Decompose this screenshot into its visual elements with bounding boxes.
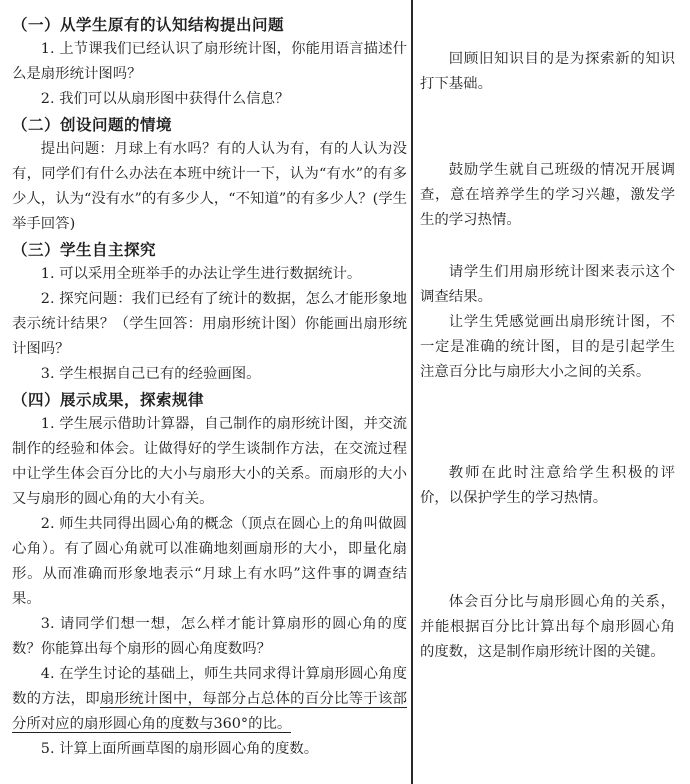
section-4-item-3: 3. 请同学们想一想，怎么样才能计算扇形的圆心角的度数？你能算出每个扇形的圆心角度数吗？ xyxy=(12,616,407,657)
column-divider xyxy=(411,0,413,784)
section-3-item-3: 3. 学生根据自己已有的经验画图。 xyxy=(40,366,261,382)
section-4-item-4-text: 4. 在学生讨论的基础上，师生共同求得计算扇形圆心角度数的方法，即 xyxy=(12,666,407,707)
design-note-1: 回顾旧知识目的是为探索新的知识打下基础。 xyxy=(420,51,675,92)
design-note-3b: 让学生凭感觉画出扇形统计图，不一定是准确的统计图，目的是引起学生注意百分比与扇形大小之间的关系。 xyxy=(420,314,675,380)
section-3-item-1: 1. 可以采用全班举手的办法让学生进行数据统计。 xyxy=(40,266,362,282)
section-2-paragraph: 提出问题：月球上有水吗？有的人认为有，有的人认为没有，同学们有什么办法在本班中统计一下，认为“有水”的有多少人，认为“没有水”的有多少人，“不知道”的有多少人？(学生举手回答) xyxy=(12,141,407,232)
design-note-3 xyxy=(420,260,675,385)
section-4-item-4 xyxy=(12,662,407,737)
section-heading-2: （二）创设问题的情境 xyxy=(12,115,173,134)
design-note-3a: 请学生们用扇形统计图来表示这个调查结果。 xyxy=(420,264,675,305)
design-note-5: 体会百分比与扇形圆心角的关系，并能根据百分比计算出每个扇形圆心角的度数，这是制作扇形统计图的关键。 xyxy=(420,594,675,660)
section-heading-4: （四）展示成果，探索规律 xyxy=(12,390,205,409)
section-heading-1: （一）从学生原有的认知结构提出问题 xyxy=(12,15,285,34)
section-3-item-2: 2. 探究问题：我们已经有了统计的数据，怎么才能形象地表示统计结果？（学生回答：用扇形统计图）你能画出扇形统计图吗？ xyxy=(12,291,407,357)
design-note-2: 鼓励学生就自己班级的情况开展调查，意在培养学生的学习兴趣，激发学生的学习热情。 xyxy=(420,162,675,228)
section-4-item-5: 5. 计算上面所画草图的扇形圆心角的度数。 xyxy=(40,741,319,757)
section-heading-3: （三）学生自主探究 xyxy=(12,240,157,259)
design-note-4: 教师在此时注意给学生积极的评价，以保护学生的学习热情。 xyxy=(420,465,675,506)
section-1-item-1: 1. 上节课我们已经认识了扇形统计图，你能用语言描述什么是扇形统计图吗？ xyxy=(12,41,407,82)
key-rule-underlined: 扇形统计图中，每部分占总体的百分比等于该部分所对应的扇形圆心角的度数与360°的比。 xyxy=(12,691,407,732)
section-4-item-2: 2. 师生共同得出圆心角的概念（顶点在圆心上的角叫做圆心角）。有了圆心角就可以准确地刻画扇形的大小，即量化扇形。从而准确而形象地表示“月球上有水吗”这件事的调查结果。 xyxy=(12,516,407,607)
section-4-item-1: 1. 学生展示借助计算器，自己制作的扇形统计图，并交流制作的经验和体会。让做得好的学生谈制作方法，在交流过程中让学生体会百分比的大小与扇形大小的关系。而扇形的大小又与扇形的圆心角的大小有关。 xyxy=(12,416,407,507)
lesson-procedure-column xyxy=(12,12,407,762)
section-1-item-2: 2. 我们可以从扇形图中获得什么信息？ xyxy=(40,91,290,107)
